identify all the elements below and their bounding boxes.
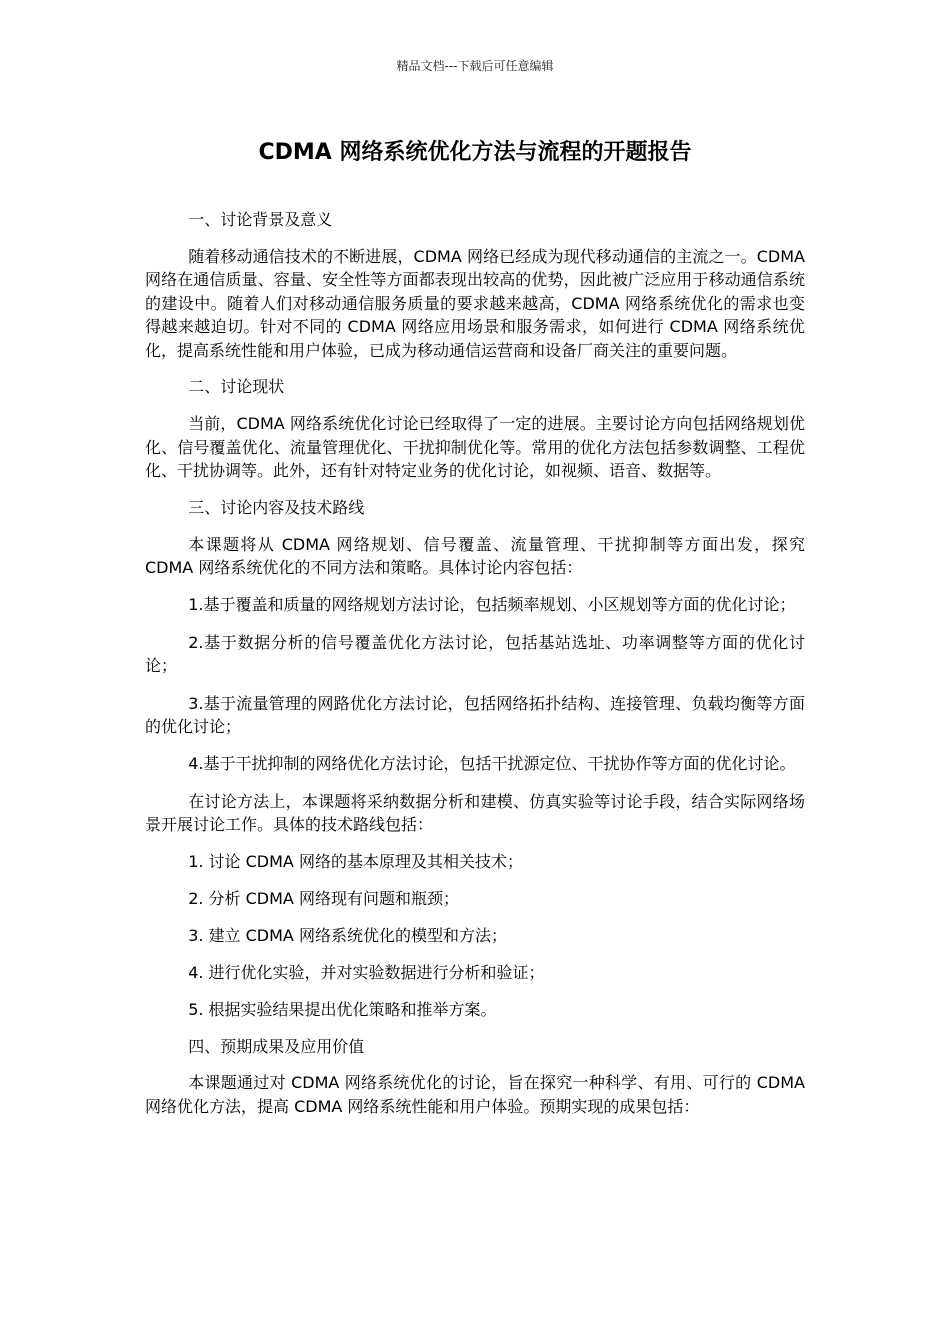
paragraph-status: 当前，CDMA 网络系统优化讨论已经取得了一定的进展。主要讨论方向包括网络规划优化、信号覆盖优化、流量管理优化、干扰抑制优化等。常用的优化方法包括参数调整、工程优化、干扰协调等。此外，还有针对特定业务的优化讨论，如视频、语音、数据等。 (145, 414, 805, 481)
header-note: 精品文档---下载后可任意编辑 (396, 59, 554, 73)
content-item-3: 3.基于流量管理的网路优化方法讨论，包括网络拓扑结构、连接管理、负载均衡等方面的优化讨论； (145, 693, 805, 736)
content-item-2: 2.基于数据分析的信号覆盖优化方法讨论，包括基站选址、功率调整等方面的优化讨论； (145, 632, 805, 676)
content-item-1: 1.基于覆盖和质量的网络规划方法讨论，包括频率规划、小区规划等方面的优化讨论； (188, 595, 796, 615)
route-item-5: 5. 根据实验结果提出优化策略和推举方案。 (188, 999, 497, 1019)
content-item-4: 4.基于干扰抑制的网络优化方法讨论，包括干扰源定位、干扰协作等方面的优化讨论。 (188, 754, 796, 774)
document-body (145, 208, 805, 1132)
route-item-2: 2. 分析 CDMA 网络现有问题和瓶颈； (188, 888, 459, 908)
paragraph-background: 随着移动通信技术的不断进展，CDMA 网络已经成为现代移动通信的主流之一。CDMA 网络在通信质量、容量、安全性等方面都表现出较高的优势，因此被广泛应用于移动通信系统的建设中。随着人们对移动通信服务质量的要求越来越高，CDMA 网络系统优化的需求也变得越来越迫切。针对不同的 CDMA 网络应用场景和服务需求，如何进行 CDMA 网络系统优化，提高系统性能和用户体验，已成为移动通信运营商和设备厂商关注的重要问题。 (145, 246, 805, 360)
route-item-1: 1. 讨论 CDMA 网络的基本原理及其相关技术； (188, 852, 523, 872)
section-heading-status: 二、讨论现状 (188, 377, 285, 397)
paragraph-content-intro: 本课题将从 CDMA 网络规划、信号覆盖、流量管理、干扰抑制等方面出发，探究 CDMA 网络系统优化的不同方法和策略。具体讨论内容包括： (145, 534, 805, 578)
paragraph-outcomes: 本课题通过对 CDMA 网络系统优化的讨论，旨在探究一种科学、有用、可行的 CDMA 网络优化方法，提高 CDMA 网络系统性能和用户体验。预期实现的成果包括： (145, 1073, 805, 1116)
section-heading-content: 三、讨论内容及技术路线 (188, 498, 365, 518)
paragraph-methods: 在讨论方法上，本课题将采纳数据分析和建模、仿真实验等讨论手段，结合实际网络场景开展讨论工作。具体的技术路线包括： (145, 791, 805, 835)
section-heading-background: 一、讨论背景及意义 (188, 210, 333, 229)
route-item-4: 4. 进行优化实验，并对实验数据进行分析和验证； (188, 962, 545, 982)
document-title: CDMA 网络系统优化方法与流程的开题报告 (258, 140, 692, 165)
section-heading-outcomes: 四、预期成果及应用价值 (188, 1036, 365, 1056)
route-item-3: 3. 建立 CDMA 网络系统优化的模型和方法； (188, 925, 507, 945)
